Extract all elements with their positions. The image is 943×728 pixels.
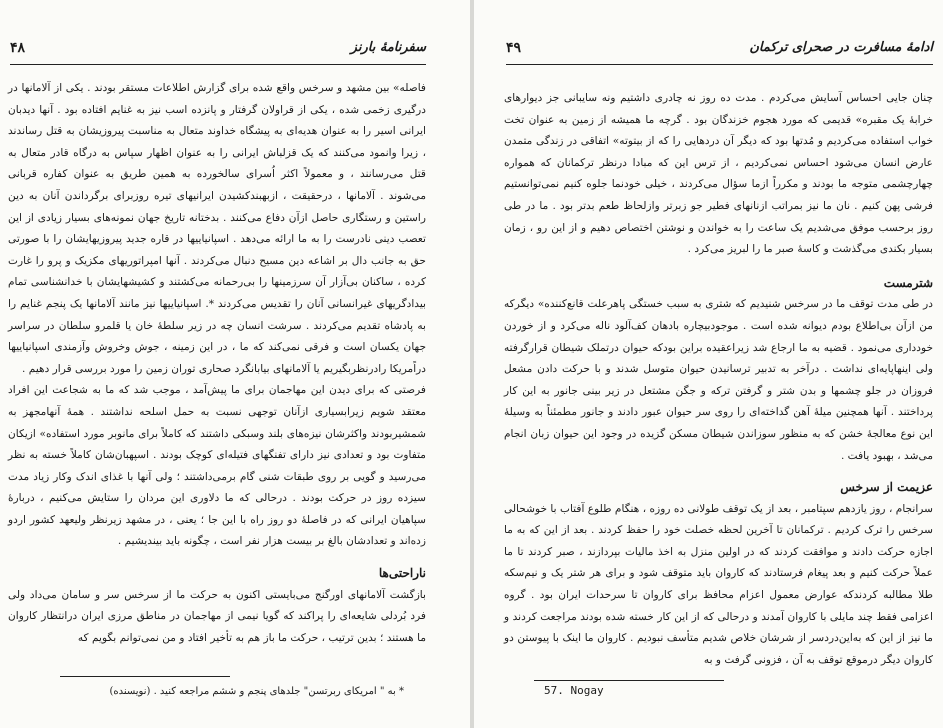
left-page-running-title: سفرنامهٔ بارنز bbox=[350, 40, 426, 55]
left-footnote: * به " امریکای ربرتسن" جلدهای پنجم و ششم مراجعه کنید . (نویسنده) bbox=[109, 686, 404, 697]
left-page bbox=[0, 0, 470, 728]
left-body-text bbox=[8, 78, 426, 649]
left-footnote-rule bbox=[60, 676, 230, 677]
right-body-text bbox=[504, 88, 933, 671]
right-paragraph-1: چنان جایی احساس آسایش می‌کردم . مدت ده روز نه چادری داشتیم ونه سایبانی جز دیوارهای خرابهٔ یک مقبره» قدیمی که مورد هجوم خزندگان بود . گرچه ما همیشه از زمین به عنوان تخت خواب استفاده می‌کردیم و مُدتها بود که دیگر آن دردهایی را که از بیتوته» اتفاقی در زندگی متمدن عارض انسان می‌شود احساس نمی‌کردیم ، از ترس این که مبادا درنظر ترکمانان که همواره چهارچشمی متوجه ما بودند و مکرراً ازما سؤال می‌کردند ، خیلی خودنما جلوه کنیم نمی‌توانستیم فرشی پهن کنیم . نان ما نیز بمراتب ازنانهای فطیر جو زبرتر وازلحاظ طعم بدتر بود . ما در طی روز برحسب موفق می‌شدیم یک ساعت را به خواندن و نوشتن اختصاص دهیم و از این رو ، زمان بسیار بکندی می‌گذشت و کاسهٔ صبر ما را لبریز می‌کرد . bbox=[504, 92, 933, 256]
right-section-2-text: سرانجام ، روز یازدهم سپتامبر ، بعد از یک توقف طولانی ده روزه ، هنگام طلوع آفتاب با خوشحالی سرخس را ترک کردیم . ترکمانان تا آخرین لحظه خصلت خود را حفظ کردند . بعد از این که به ما اجازه حرکت دادند و موافقت کردند که در اولین منزل به اخذ مالیات بپردازند ، صبر کردند تا ما عملاً حرکت کنیم و بعد پیغام فرستادند که کاروان باید متوقف شود و برای هر شتر یک و نیم‌سکه طلا مطالبه کردندکه عوارض معمول اعزام محافظ برای کاروان تا سرحدات ایران بود . گروه اعزامی فقط چند مایلی با کاروان آمدند و درحالی که از این کار خسته شده بودند مراجعت کردند و ما نیز از این که به‌این‌دردسر از شرشان خلاص شدیم متأسف نبودیم . کاروان ما اینک با پیوستن دو کاروان دیگر درموقع توقف به آن ، فزونی گرفت و به bbox=[504, 502, 933, 666]
right-section-heading-1: شترمست bbox=[883, 275, 933, 290]
right-page-number: ۴۹ bbox=[506, 40, 522, 56]
left-page-header bbox=[10, 40, 426, 66]
left-paragraph-3: بازگشت آلامانهای اورگنج می‌بایستی اکنون به حرکت ما از سرخس سر و سامان می‌داد ولی فرد بُردلی شایعه‌ای را پراکند که گویا نیمی از مهاجمان در مناطق مرزی ایران درانتظار کاروان ما هستند ؛ بدین ترتیب ، حرکت ما باز هم به تأخیر افتاد و من نمی‌توانم بگویم که bbox=[8, 588, 426, 644]
right-footnote-rule bbox=[534, 680, 724, 681]
right-section-1-text: در طی مدت توقف ما در سرخس شنیدیم که شتری به سبب خستگی پاهرعلت قانع‌کننده» دیگرکه من ازآن بی‌اطلاع بودم دیوانه شده است . موجودبیچاره بادهان کف‌آلود ناله می‌کرد و از خوردن خودداری می‌نمود . قضیه به ما ارجاع شد زیراعقیده براین بودکه حیوان درتملک شیطان قرارگرفته ولی اینهاپایه‌ای نداشت . درآخر به تدبیر ترسانیدن حیوان متوسل شدند و با حرکت دادن مشعل فروزان در جلو چشمها و بدن شتر و گرفتن ترکه و جگن مشتعل در زیر بینی جانور به این کار پرداختند . آنها همچنین میلهٔ آهن گداخته‌ای را روی سر حیوان عبور دادند و جانور مطمئناً به وسیلهٔ این نوع معالجه‌ٔ خشن که به منظور سوزاندن شیطان مسکن گزیده در وجود این حیوان زبان انجام می‌شد ، بهبود یافت . bbox=[504, 298, 933, 462]
left-paragraph-2: فرصتی که برای دیدن این مهاجمان برای ما پیش‌آمد ، موجب شد که ما به شجاعت این افراد معتقد شویم زیرابسیاری ازآنان توجهی نسبت به حمل اسلحه نداشتند . همهٔ آنهامجهز به شمشیربودند واکثرشان نیزه‌های بلند وسبکی داشتند که کاملاً برای مانوبر مورد استفاده» ازیکان متفاوت بود و تعدادی نیز دارای تفنگهای فتیله‌ای کوچک بودند . اسپهبان‌شان کاملاً خسته به نظر می‌رسید و گویی بر روی طبقات شنی گام برمی‌داشتند ؛ ولی آنها با غذای اندک وکار زیاد مدت سیزده روز در حرکت بودند . درحالی که ما دلاوری این مردان را ستایش می‌کنیم ، دربارهٔ سپاهیان ایرانی که در فاصلهٔ دو روز راه با این جا ؛ یعنی ، در مشهد زیرنظر ولیعهد کشور اردو زده‌اند و تعدادشان بالغ بر بیست هزار نفر است ، چگونه باید بیندیشیم . bbox=[8, 384, 426, 548]
right-page-running-title: ادامهٔ مسافرت در صحرای ترکمان bbox=[749, 40, 933, 55]
left-page-number: ۴۸ bbox=[10, 40, 26, 56]
left-section-heading: ناراحتی‌ها bbox=[378, 566, 426, 581]
right-section-heading-2: عزیمت از سرخس bbox=[840, 480, 933, 495]
left-header-rule bbox=[10, 64, 426, 65]
right-page bbox=[474, 0, 943, 728]
right-header-rule bbox=[506, 64, 933, 65]
right-footnote: 57. Nogay bbox=[544, 684, 604, 697]
right-page-header bbox=[506, 40, 933, 66]
left-paragraph-1: فاصله» بین مشهد و سرخس واقع شده برای گزارش اطلاعات مستقر بودند . یکی از آلامانها در درگیری زخمی شده ، یکی از قراولان گرفتار و پانزده اسب نیز به غنایم افتاده بود . آنها دیدبان ایرانی اسیر را به عنوان هدیه‌ای به پیشگاه خداوند متعال به مناسبت پیروزیشان به قتل رساندند ، زیرا وانمود می‌کنند که یک قزلباش ایرانی را به عنوان اظهار سپاس به درگاه قادر متعال به قتل می‌رسانند ، و معمولاً اکثر اُسرای سالخورده به همین طریق به عنوان کفاره قربانی می‌شوند . آلامانها ، درحقیقت ، ازبهبندکشیدن ایرانیهای تیره روزبرای برگرداندن آنان به دین راستین و رستگاری حاصل ازآن دفاع می‌کنند . بدختانه تاریخ جهان نمونه‌های بسیار زیادی از این تعصب دینی نادرست را به ما ارائه می‌دهد . اسپانیاییها در قاره جدید پیروزیهایشان را با صورتی حق به جانب دال بر اشاعه دین مسیح دنبال می‌کردند . آنها امپراتوریهای مکزیک و پرو را غارت کرده ، ساکنان بی‌آزار آن سرزمینها را بی‌رحمانه می‌کشتند و کشیشهایشان با خدانشناسی تمام بیدادگریهای غیرانسانی آنان را تقدیس می‌کردند *. اسپانیاییها نیز مانند آلامانها یک پنجم غنایم را به پادشاه تقدیم می‌کردند . سرشت انسان چه در زیر سلطهٔ خان یا قلمرو سلطان در سراسر جهان یکسان است و فرقی نمی‌کند که ما ، در این زمینه ، جوش وخروش وآزمندی اسپانیاییها دراًمریکا رادرنظربگیریم یا آلامانهای بیابانگرد صحاری توران زمین را مورد بررسی قرار دهیم . bbox=[8, 82, 426, 375]
